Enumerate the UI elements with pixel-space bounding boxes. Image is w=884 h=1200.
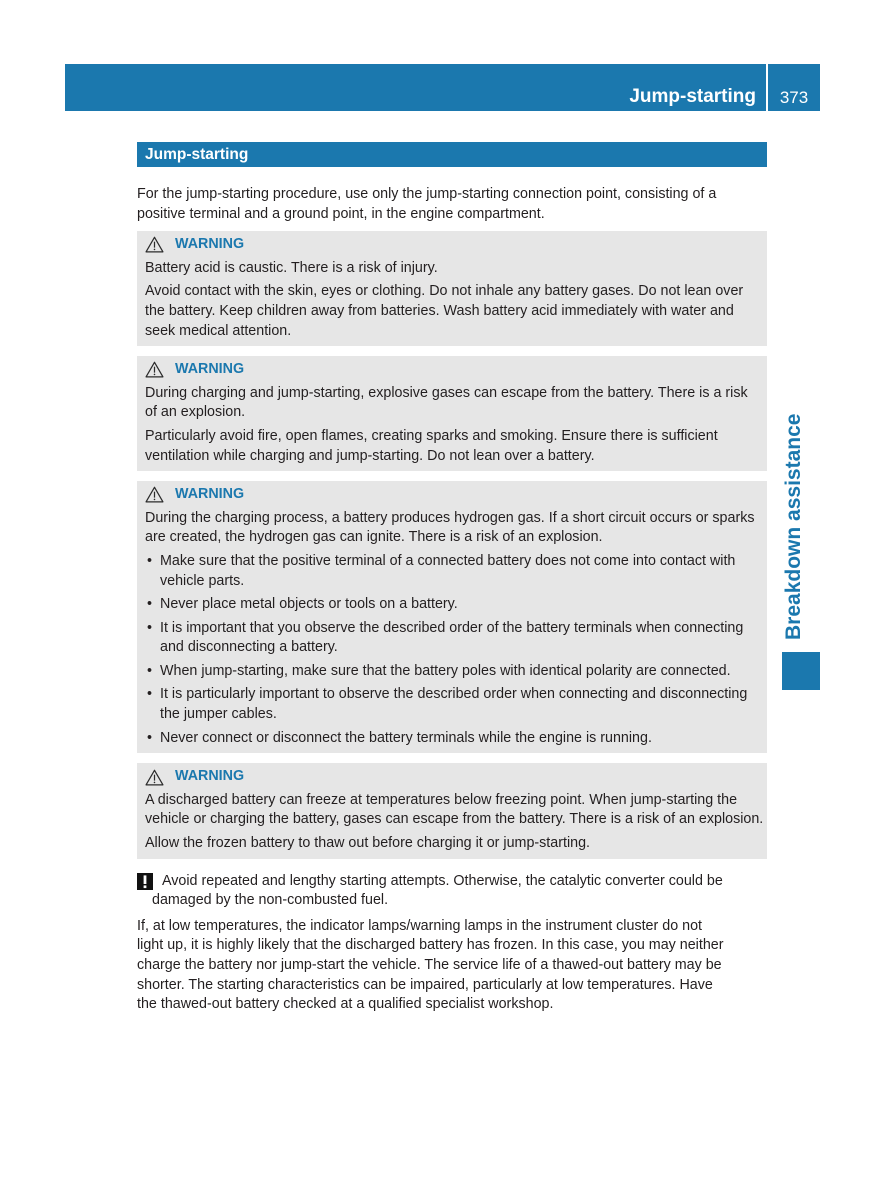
warning-label: WARNING	[175, 768, 245, 785]
text-line: Battery acid is caustic. There is a risk of injury.	[145, 259, 438, 276]
text-line: damaged by the non-combusted fuel.	[152, 892, 389, 909]
text-line: • It is important that you observe the described order of the battery terminals when connecting	[160, 619, 744, 636]
warning-box	[137, 481, 767, 753]
text-line: seek medical attention.	[145, 322, 292, 339]
text-line: During the charging process, a battery produces hydrogen gas. If a short circuit occurs or sparks	[145, 509, 755, 526]
warning-triangle-icon	[145, 361, 164, 378]
bullet-item	[145, 595, 763, 615]
text-line: During charging and jump-starting, explosive gases can escape from the battery. There is a risk	[145, 384, 748, 401]
text-line: If, at low temperatures, the indicator lamps/warning lamps in the instrument cluster do not	[137, 917, 702, 934]
side-tab-marker	[782, 652, 820, 690]
side-tab-label: Breakdown assistance	[782, 413, 805, 640]
warning-label: WARNING	[175, 486, 245, 503]
text-line: • Never place metal objects or tools on a battery.	[160, 596, 458, 613]
warning-paragraph	[145, 834, 763, 854]
text-line: and disconnecting a battery.	[160, 639, 338, 656]
warning-paragraph	[145, 509, 763, 548]
text-line: of an explosion.	[145, 404, 246, 421]
text-line: vehicle parts.	[160, 572, 245, 589]
warning-triangle-icon	[145, 486, 164, 503]
text-line: positive terminal and a ground point, in the engine compartment.	[137, 205, 545, 222]
bullet-item	[145, 685, 763, 724]
warning-header	[145, 485, 763, 505]
warning-box	[137, 356, 767, 471]
warning-header	[145, 767, 763, 787]
closing-paragraph	[137, 917, 767, 1015]
text-line: Avoid contact with the skin, eyes or clothing. Do not inhale any battery gases. Do not lean over	[145, 283, 744, 300]
warning-paragraph	[145, 384, 763, 423]
text-line: shorter. The starting characteristics can be impaired, particularly at low temperatures. Have	[137, 976, 713, 993]
bullet-item	[145, 619, 763, 658]
section-title: Jump-starting	[137, 142, 767, 167]
exclamation-icon	[137, 873, 153, 890]
warning-label: WARNING	[175, 236, 245, 253]
text-line: charge the battery nor jump-start the vehicle. The service life of a thawed-out battery may be	[137, 957, 722, 973]
warning-paragraph	[145, 282, 763, 341]
text-line: the thawed-out battery checked at a qualified specialist workshop.	[137, 996, 554, 1013]
running-header-title: Jump-starting	[629, 86, 756, 107]
text-line: light up, it is highly likely that the discharged battery has frozen. In this case, you may neither	[137, 937, 724, 954]
warning-paragraph	[145, 259, 763, 279]
notice-paragraph	[137, 872, 767, 911]
text-line: Avoid repeated and lengthy starting attempts. Otherwise, the catalytic converter could be	[162, 872, 723, 889]
text-line: • Make sure that the positive terminal of a connected battery does not come into contact with	[160, 552, 736, 569]
warning-paragraph	[145, 791, 763, 830]
text-line: • When jump-starting, make sure that the battery poles with identical polarity are connected.	[160, 662, 731, 679]
text-line: • It is particularly important to observe the described order when connecting and disconnecting	[160, 686, 748, 703]
text-line: Allow the frozen battery to thaw out before charging it or jump-starting.	[145, 835, 591, 852]
warning-header	[145, 360, 763, 380]
text-line: the battery. Keep children away from batteries. Wash battery acid immediately with water and	[145, 302, 734, 319]
warning-triangle-icon	[145, 769, 164, 786]
text-line: are created, the hydrogen gas can ignite. There is a risk of an explosion.	[145, 529, 603, 546]
text-line: For the jump-starting procedure, use only the jump-starting connection point, consisting of a	[137, 186, 717, 202]
warning-box	[137, 763, 767, 858]
text-line: A discharged battery can freeze at temperatures below freezing point. When jump-starting the	[145, 791, 738, 808]
bullet-item	[145, 662, 763, 682]
warning-paragraph	[145, 427, 763, 466]
bullet-item	[145, 729, 763, 749]
warning-header	[145, 235, 763, 255]
text-line: vehicle or charging the battery, gases can escape from the battery. There is a risk of an explosion.	[145, 811, 764, 828]
warning-label: WARNING	[175, 361, 245, 378]
text-line: • Never connect or disconnect the battery terminals while the engine is running.	[160, 729, 652, 746]
warning-box	[137, 231, 767, 346]
text-line: the jumper cables.	[160, 706, 277, 723]
bullet-item	[145, 552, 763, 591]
intro-paragraph	[137, 185, 767, 224]
text-line: ventilation while charging and jump-starting. Do not lean over a battery.	[145, 447, 595, 464]
warning-triangle-icon	[145, 236, 164, 253]
main-content	[137, 142, 767, 1015]
text-line: Particularly avoid fire, open flames, creating sparks and smoking. Ensure there is sufficient	[145, 427, 718, 444]
page-number: 373	[779, 88, 809, 107]
